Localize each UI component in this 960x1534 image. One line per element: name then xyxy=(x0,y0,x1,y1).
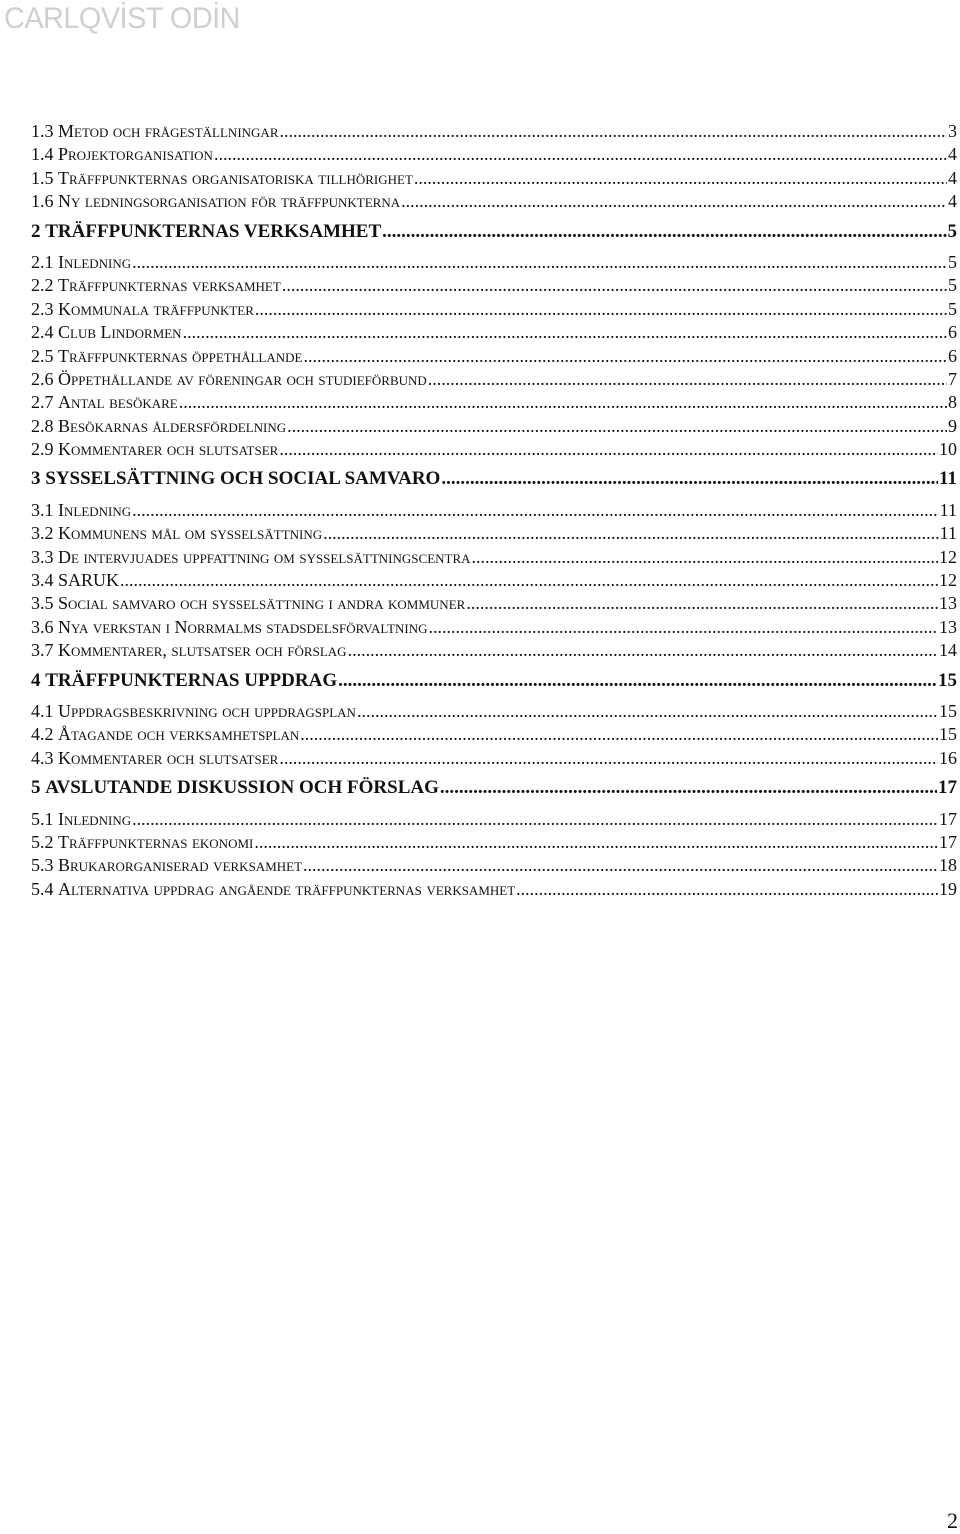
toc-entry-number: 2.9 xyxy=(31,439,54,460)
toc-dot-leader xyxy=(516,878,938,901)
toc-section-entry[interactable] xyxy=(31,831,957,854)
toc-entry-number: 1.5 xyxy=(31,167,54,188)
toc-entry-page: 7 xyxy=(948,368,957,389)
toc-section-entry[interactable] xyxy=(31,499,957,522)
toc-entry-title: Träffpunkternas öppethållande xyxy=(58,345,303,366)
toc-entry-title: Träffpunkternas organisatoriska tillhörighet xyxy=(58,167,413,188)
toc-entry-number: 1.6 xyxy=(31,191,54,212)
toc-dot-leader xyxy=(323,522,939,545)
toc-dot-leader xyxy=(300,723,938,746)
toc-entry-title: Club Lindormen xyxy=(58,322,182,343)
toc-dot-leader xyxy=(348,639,938,662)
toc-chapter-entry[interactable] xyxy=(31,467,957,490)
toc-entry-page: 5 xyxy=(948,298,957,319)
toc-entry-number: 2.3 xyxy=(31,298,54,319)
toc-entry-number: 1.3 xyxy=(31,121,54,141)
toc-dot-leader xyxy=(214,143,947,166)
toc-entry-page: 14 xyxy=(939,640,957,661)
toc-entry-title: Inledning xyxy=(58,251,132,272)
toc-entry-number: 3.1 xyxy=(31,499,54,520)
toc-dot-leader xyxy=(429,616,938,639)
toc-section-entry[interactable] xyxy=(31,415,957,438)
toc-section-entry[interactable] xyxy=(31,345,957,368)
toc-entry-number: 2 xyxy=(31,220,41,242)
toc-section-entry[interactable] xyxy=(31,438,957,461)
toc-entry-number: 4.2 xyxy=(31,724,54,745)
toc-dot-leader xyxy=(338,669,937,692)
toc-dot-leader xyxy=(279,438,938,461)
toc-entry-title: Uppdragsbeskrivning och uppdragsplan xyxy=(58,700,356,721)
toc-section-entry[interactable] xyxy=(31,143,957,166)
toc-section-entry[interactable] xyxy=(31,120,957,143)
toc-dot-leader xyxy=(132,808,938,831)
toc-dot-leader xyxy=(280,120,948,143)
toc-entry-title: Brukarorganiserad verksamhet xyxy=(58,855,303,876)
toc-entry-page: 11 xyxy=(939,499,957,520)
toc-section-entry[interactable] xyxy=(31,274,957,297)
toc-entry-page: 12 xyxy=(939,570,957,591)
toc-dot-leader xyxy=(382,220,946,243)
toc-section-entry[interactable] xyxy=(31,368,957,391)
toc-entry-number: 3.3 xyxy=(31,546,54,567)
toc-entry-title: AVSLUTANDE DISKUSSION OCH FÖRSLAG xyxy=(45,777,439,799)
toc-entry-number: 5.4 xyxy=(31,878,54,899)
toc-entry-title: Antal besökare xyxy=(58,392,178,413)
toc-entry-number: 2.8 xyxy=(31,415,54,436)
toc-entry-title: Inledning xyxy=(58,499,132,520)
toc-dot-leader xyxy=(255,298,947,321)
toc-section-entry[interactable] xyxy=(31,569,957,592)
toc-entry-page: 5 xyxy=(947,220,957,242)
toc-entry-number: 3.5 xyxy=(31,593,54,614)
toc-entry-page: 4 xyxy=(948,167,957,188)
toc-dot-leader xyxy=(132,499,939,522)
toc-entry-number: 3.7 xyxy=(31,640,54,661)
toc-chapter-entry[interactable] xyxy=(31,776,957,799)
toc-section-entry[interactable] xyxy=(31,747,957,770)
toc-chapter-entry[interactable] xyxy=(31,220,957,243)
toc-section-entry[interactable] xyxy=(31,167,957,190)
toc-section-entry[interactable] xyxy=(31,616,957,639)
toc-entry-page: 6 xyxy=(948,345,957,366)
toc-section-entry[interactable] xyxy=(31,522,957,545)
toc-entry-number: 3.4 xyxy=(31,570,54,591)
toc-dot-leader xyxy=(466,592,938,615)
toc-entry-page: 13 xyxy=(939,616,957,637)
toc-dot-leader xyxy=(401,190,947,213)
toc-entry-number: 4.1 xyxy=(31,700,54,721)
toc-entry-title: SYSSELSÄTTNING OCH SOCIAL SAMVARO xyxy=(45,468,441,490)
toc-entry-title: Öppethållande av föreningar och studieförbund xyxy=(58,368,427,389)
toc-entry-title: Projektorganisation xyxy=(58,144,213,165)
toc-section-entry[interactable] xyxy=(31,321,957,344)
toc-entry-number: 1.4 xyxy=(31,144,54,165)
toc-entry-page: 9 xyxy=(948,415,957,436)
toc-dot-leader xyxy=(279,747,938,770)
toc-entry-number: 2.6 xyxy=(31,368,54,389)
toc-dot-leader xyxy=(183,321,947,344)
toc-entry-page: 11 xyxy=(939,468,957,490)
toc-entry-page: 4 xyxy=(948,144,957,165)
toc-section-entry[interactable] xyxy=(31,878,957,901)
toc-entry-title: Alternativa uppdrag angående träffpunkternas verksamhet xyxy=(58,878,516,899)
toc-dot-leader xyxy=(472,546,938,569)
toc-entry-title: Kommunens mål om sysselsättning xyxy=(58,523,323,544)
toc-section-entry[interactable] xyxy=(31,592,957,615)
toc-section-entry[interactable] xyxy=(31,391,957,414)
toc-entry-title: Metod och frågeställningar xyxy=(58,121,279,141)
toc-entry-page: 13 xyxy=(939,593,957,614)
toc-dot-leader xyxy=(254,831,938,854)
toc-section-entry[interactable] xyxy=(31,251,957,274)
toc-dot-leader xyxy=(414,167,947,190)
toc-entry-page: 17 xyxy=(939,808,957,829)
toc-section-entry[interactable] xyxy=(31,639,957,662)
toc-section-entry[interactable] xyxy=(31,808,957,831)
toc-entry-page: 6 xyxy=(948,322,957,343)
toc-entry-number: 5 xyxy=(31,777,41,799)
toc-entry-number: 2.4 xyxy=(31,322,54,343)
toc-entry-title: TRÄFFPUNKTERNAS VERKSAMHET xyxy=(45,220,382,242)
toc-entry-title: SARUK xyxy=(58,570,120,591)
toc-section-entry[interactable] xyxy=(31,298,957,321)
toc-entry-number: 5.3 xyxy=(31,855,54,876)
toc-entry-page: 12 xyxy=(939,546,957,567)
toc-entry-page: 8 xyxy=(948,392,957,413)
toc-dot-leader xyxy=(303,854,938,877)
toc-entry-page: 5 xyxy=(948,251,957,272)
toc-entry-title: Åtagande och verksamhetsplan xyxy=(58,724,300,745)
toc-entry-page: 11 xyxy=(939,523,957,544)
toc-entry-title: Ny ledningsorganisation för träffpunkterna xyxy=(58,191,401,212)
toc-entry-number: 3.6 xyxy=(31,616,54,637)
toc-section-entry[interactable] xyxy=(31,190,957,213)
page-number: 2 xyxy=(947,1508,958,1533)
toc-dot-leader xyxy=(428,368,947,391)
toc-entry-title: Nya verkstan i Norrmalms stadsdelsförvaltning xyxy=(58,616,428,637)
toc-entry-title: Träffpunkternas ekonomi xyxy=(58,831,254,852)
toc-entry-page: 17 xyxy=(939,831,957,852)
toc-entry-title: Kommentarer och slutsatser xyxy=(58,439,279,460)
toc-entry-number: 3.2 xyxy=(31,523,54,544)
toc-entry-page: 5 xyxy=(948,275,957,296)
toc-entry-page: 15 xyxy=(939,724,957,745)
toc-section-entry[interactable] xyxy=(31,546,957,569)
toc-dot-leader xyxy=(357,700,938,723)
toc-dot-leader xyxy=(282,274,947,297)
toc-entry-title: De intervjuades uppfattning om sysselsättningscentra xyxy=(58,546,471,567)
toc-dot-leader xyxy=(120,569,938,592)
toc-entry-number: 2.1 xyxy=(31,251,54,272)
toc-entry-title: Social samvaro och sysselsättning i andra kommuner xyxy=(58,593,466,614)
toc-entry-title: Kommentarer, slutsatser och förslag xyxy=(58,640,347,661)
toc-entry-page: 16 xyxy=(939,747,957,768)
toc-dot-leader xyxy=(441,467,938,490)
toc-section-entry[interactable] xyxy=(31,723,957,746)
toc-entry-number: 3 xyxy=(31,468,41,490)
toc-dot-leader xyxy=(303,345,947,368)
toc-entry-page: 15 xyxy=(939,700,957,721)
toc-entry-title: Inledning xyxy=(58,808,132,829)
toc-entry-title: Träffpunkternas verksamhet xyxy=(58,275,281,296)
toc-entry-number: 2.5 xyxy=(31,345,54,366)
toc-entry-page: 15 xyxy=(938,669,957,691)
toc-entry-number: 2.7 xyxy=(31,392,54,413)
table-of-contents xyxy=(31,120,957,901)
toc-entry-number: 5.2 xyxy=(31,831,54,852)
toc-section-entry[interactable] xyxy=(31,854,957,877)
toc-entry-page: 3 xyxy=(948,121,957,141)
toc-section-entry[interactable] xyxy=(31,700,957,723)
toc-dot-leader xyxy=(132,251,947,274)
toc-entry-title: Kommunala träffpunkter xyxy=(58,298,254,319)
toc-entry-number: 4.3 xyxy=(31,747,54,768)
toc-dot-leader xyxy=(440,776,937,799)
toc-entry-title: TRÄFFPUNKTERNAS UPPDRAG xyxy=(45,669,338,691)
toc-entry-page: 4 xyxy=(948,191,957,212)
toc-chapter-entry[interactable] xyxy=(31,669,957,692)
toc-entry-page: 19 xyxy=(939,878,957,899)
toc-dot-leader xyxy=(287,415,947,438)
toc-entry-page: 17 xyxy=(938,777,957,799)
toc-entry-title: Kommentarer och slutsatser xyxy=(58,747,279,768)
toc-entry-number: 4 xyxy=(31,669,41,691)
company-logo: CARLQVİST ODİN xyxy=(4,2,241,35)
toc-entry-number: 5.1 xyxy=(31,808,54,829)
toc-entry-page: 18 xyxy=(939,855,957,876)
toc-entry-number: 2.2 xyxy=(31,275,54,296)
toc-entry-page: 10 xyxy=(939,439,957,460)
toc-entry-title: Besökarnas åldersfördelning xyxy=(58,415,287,436)
toc-dot-leader xyxy=(179,391,947,414)
